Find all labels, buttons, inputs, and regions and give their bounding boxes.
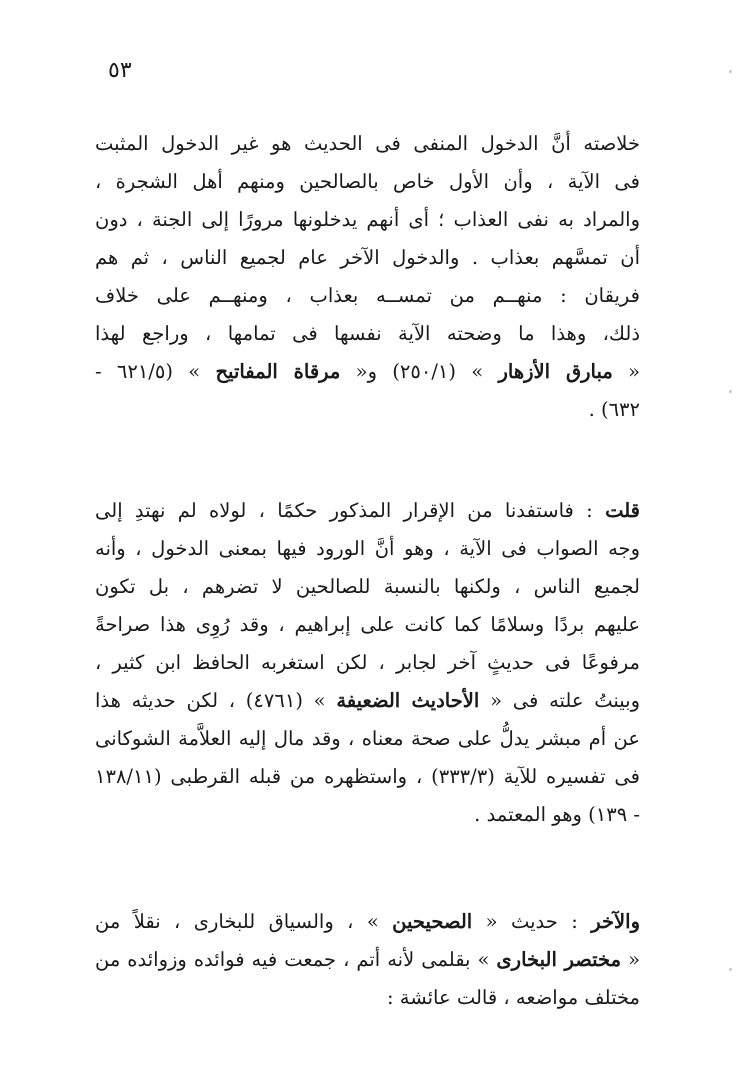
book-title-mukhtasar: مختصر البخارى — [496, 948, 622, 971]
book-title-mabariq: مبارق الأزهار — [498, 360, 613, 383]
lead-word-qultu: قلت — [605, 499, 640, 522]
text-line-references — [95, 353, 640, 391]
text-segment: : حديث « — [472, 910, 592, 933]
text-line: والمراد به نفى العذاب ؛ أى أنهم يدخلونها مرورًا إلى الجنة ، دون — [95, 208, 640, 231]
text-segment: » (٤٧٦١) ، لكن حديثه هذا — [95, 689, 337, 712]
text-line: - ١٣٩) وهو المعتمد . — [474, 803, 640, 826]
page-number: ٥٣ — [108, 58, 132, 83]
paragraph-3 — [95, 903, 640, 1017]
scan-mark — [729, 70, 732, 73]
text-line: لجميع الناس ، ولكنها بالنسبة للصالحين لا تضرهم ، بل تكون — [95, 575, 640, 598]
text-line: عن أم مبشر يدلُّ على صحة معناه ، وقد مال إليه العلاَّمة الشوكانى — [95, 727, 640, 750]
text-segment: : فاستفدنا من الإقرار المذكور حكمًا ، لولاه لم نهتدِ إلى — [95, 499, 606, 522]
text-line: مرفوعًا فى حديثٍ آخر لجابر ، لكن استغربه الحافظ ابن كثير ، — [95, 651, 640, 674]
paragraph-1 — [95, 125, 640, 429]
book-title-mirqat: مرقاة المفاتيح — [215, 360, 341, 383]
text-line-reference — [95, 682, 640, 720]
text-segment: وبينتُ علته فى « — [479, 689, 640, 712]
text-line: فى الآية ، وأن الأول خاص بالصالحين ومنهم أهل الشجرة ، — [95, 170, 640, 193]
scan-mark — [729, 968, 732, 971]
text-line: فريقان : منهــم من تمســه بعذاب ، ومنهــم على خلاف — [95, 284, 640, 307]
text-line-reference — [95, 941, 640, 979]
text-line: ذلك، وهذا ما وضحته الآية نفسها فى تمامها ، وراجع لهذا — [95, 322, 640, 345]
citation-text: » (٦٢١/٥ - — [95, 360, 216, 383]
book-title-daifa: الأحاديث الضعيفة — [336, 689, 480, 712]
quote-open: « — [621, 948, 640, 971]
text-line: عليهم بردًا وسلامًا كما كانت على إبراهيم ، وقد رُوِى هذا صراحةً — [95, 613, 640, 636]
lead-word-akhar: والآخر — [591, 910, 640, 933]
book-title-sahihain: الصحيحين — [392, 910, 473, 933]
text-line-lead — [95, 492, 640, 530]
text-line: وجه الصواب فى الآية ، وهو أنَّ الورود فيها بمعنى الدخول ، وأنه — [95, 537, 640, 560]
citation-text: » (٢٥٠/١) و« — [340, 360, 499, 383]
quote-open: « — [612, 360, 640, 383]
text-line: فى تفسيره للآية (٣٣٣/٣) ، واستظهره من قبله القرطبى (١٣٨/١١ — [95, 765, 640, 788]
text-line: ٦٣٢) . — [588, 398, 640, 421]
paragraph-2 — [95, 492, 640, 834]
scan-mark — [729, 390, 732, 393]
text-line: مختلف مواضعه ، قالت عائشة : — [387, 986, 640, 1009]
text-segment: » بقلمى لأنه أتم ، جمعت فيه فوائده وزوائده من — [95, 948, 497, 971]
text-line: خلاصته أنَّ الدخول المنفى فى الحديث هو غير الدخول المثبت — [95, 132, 640, 155]
text-line-lead — [95, 903, 640, 941]
text-segment: » ، والسياق للبخارى ، نقلاً من — [95, 910, 393, 933]
text-line: أن تمسَّهم بعذاب . والدخول الآخر عام لجميع الناس ، ثم هم — [95, 246, 640, 269]
